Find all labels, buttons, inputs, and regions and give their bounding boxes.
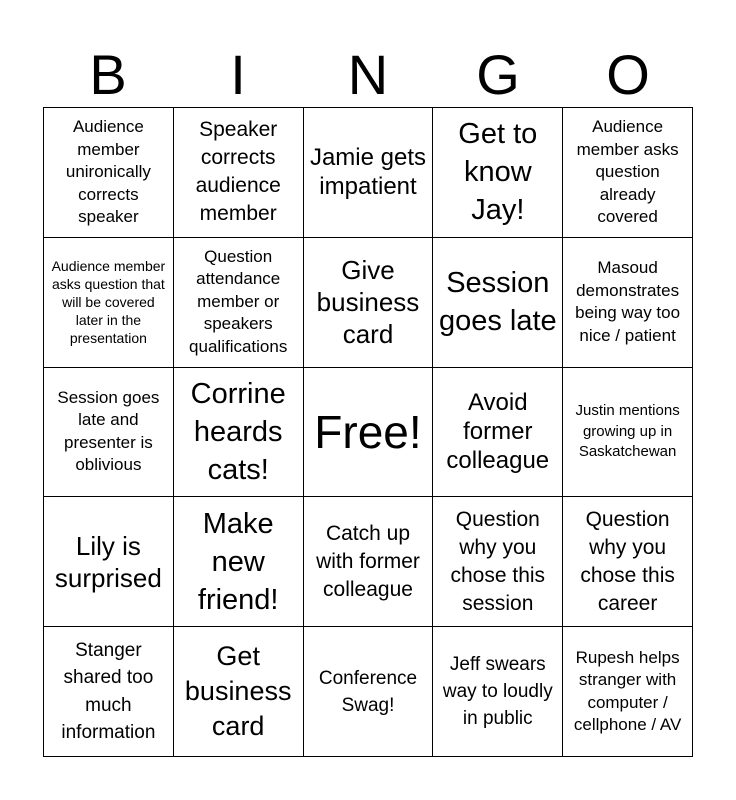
bingo-cell[interactable]	[563, 627, 693, 757]
cell-text: Jeff swears way to loudly in public	[442, 654, 553, 730]
cell-text: Lily is surprised	[54, 530, 162, 593]
cell-text: Speaker corrects audience member	[195, 118, 281, 226]
cell-text: Justin mentions growing up in Saskatchewan	[575, 402, 680, 461]
bingo-cell[interactable]	[174, 368, 304, 498]
cell-text: Audience member asks question that will be covered later in the presentation	[51, 258, 166, 347]
cell-text: Give business card	[316, 255, 420, 350]
cell-text: Conference Swag!	[318, 667, 418, 716]
bingo-cell[interactable]	[433, 108, 563, 238]
cell-text: Audience member unironically corrects speaker	[65, 117, 151, 227]
bingo-cell[interactable]	[44, 627, 174, 757]
cell-text: Make new friend!	[197, 507, 279, 616]
bingo-cell[interactable]	[563, 497, 693, 627]
cell-text: Get business card	[184, 641, 292, 742]
bingo-header	[43, 42, 693, 108]
header-letter-o: O	[606, 43, 650, 106]
cell-text: Get to know Jay!	[458, 118, 538, 227]
bingo-cell[interactable]	[44, 497, 174, 627]
bingo-cell[interactable]	[433, 627, 563, 757]
cell-text: Question why you chose this session	[450, 507, 546, 615]
cell-text: Corrine heards cats!	[190, 377, 286, 486]
bingo-cell[interactable]	[433, 497, 563, 627]
bingo-cell[interactable]	[304, 497, 434, 627]
cell-text: Free!	[314, 405, 422, 458]
cell-text: Avoid former colleague	[446, 389, 550, 475]
bingo-cell[interactable]	[44, 108, 174, 238]
cell-text: Catch up with former colleague	[316, 521, 420, 601]
bingo-cell[interactable]	[433, 238, 563, 368]
cell-text: Session goes late and presenter is oblivious	[57, 387, 160, 475]
cell-text: Audience member asks question already covered	[576, 117, 679, 227]
bingo-cell[interactable]	[174, 108, 304, 238]
bingo-cell[interactable]	[563, 108, 693, 238]
bingo-cell[interactable]	[563, 238, 693, 368]
cell-text: Stanger shared too much information	[61, 639, 156, 744]
bingo-cell[interactable]	[44, 238, 174, 368]
cell-text: Session goes late	[438, 267, 557, 338]
cell-text: Question why you chose this career	[580, 507, 675, 615]
header-letter-n: N	[347, 43, 389, 106]
cell-text: Rupesh helps stranger with computer / cellphone / AV	[573, 647, 682, 735]
bingo-cell[interactable]	[304, 627, 434, 757]
header-letter-i: I	[230, 43, 246, 106]
cell-text: Jamie gets impatient	[309, 144, 427, 201]
bingo-cell[interactable]	[174, 238, 304, 368]
bingo-cell[interactable]	[304, 108, 434, 238]
bingo-cell[interactable]	[304, 238, 434, 368]
bingo-cell[interactable]	[174, 497, 304, 627]
bingo-cell[interactable]	[563, 368, 693, 498]
header-letter-g: G	[476, 43, 520, 106]
bingo-cell[interactable]	[433, 368, 563, 498]
bingo-cell[interactable]	[174, 627, 304, 757]
bingo-cell[interactable]	[44, 368, 174, 498]
bingo-cell-free[interactable]	[304, 368, 434, 498]
header-letter-b: B	[89, 43, 127, 106]
cell-text: Masoud demonstrates being way too nice / patient	[575, 258, 681, 345]
cell-text: Question attendance member or speakers qualifications	[189, 246, 288, 356]
bingo-grid	[43, 107, 693, 757]
